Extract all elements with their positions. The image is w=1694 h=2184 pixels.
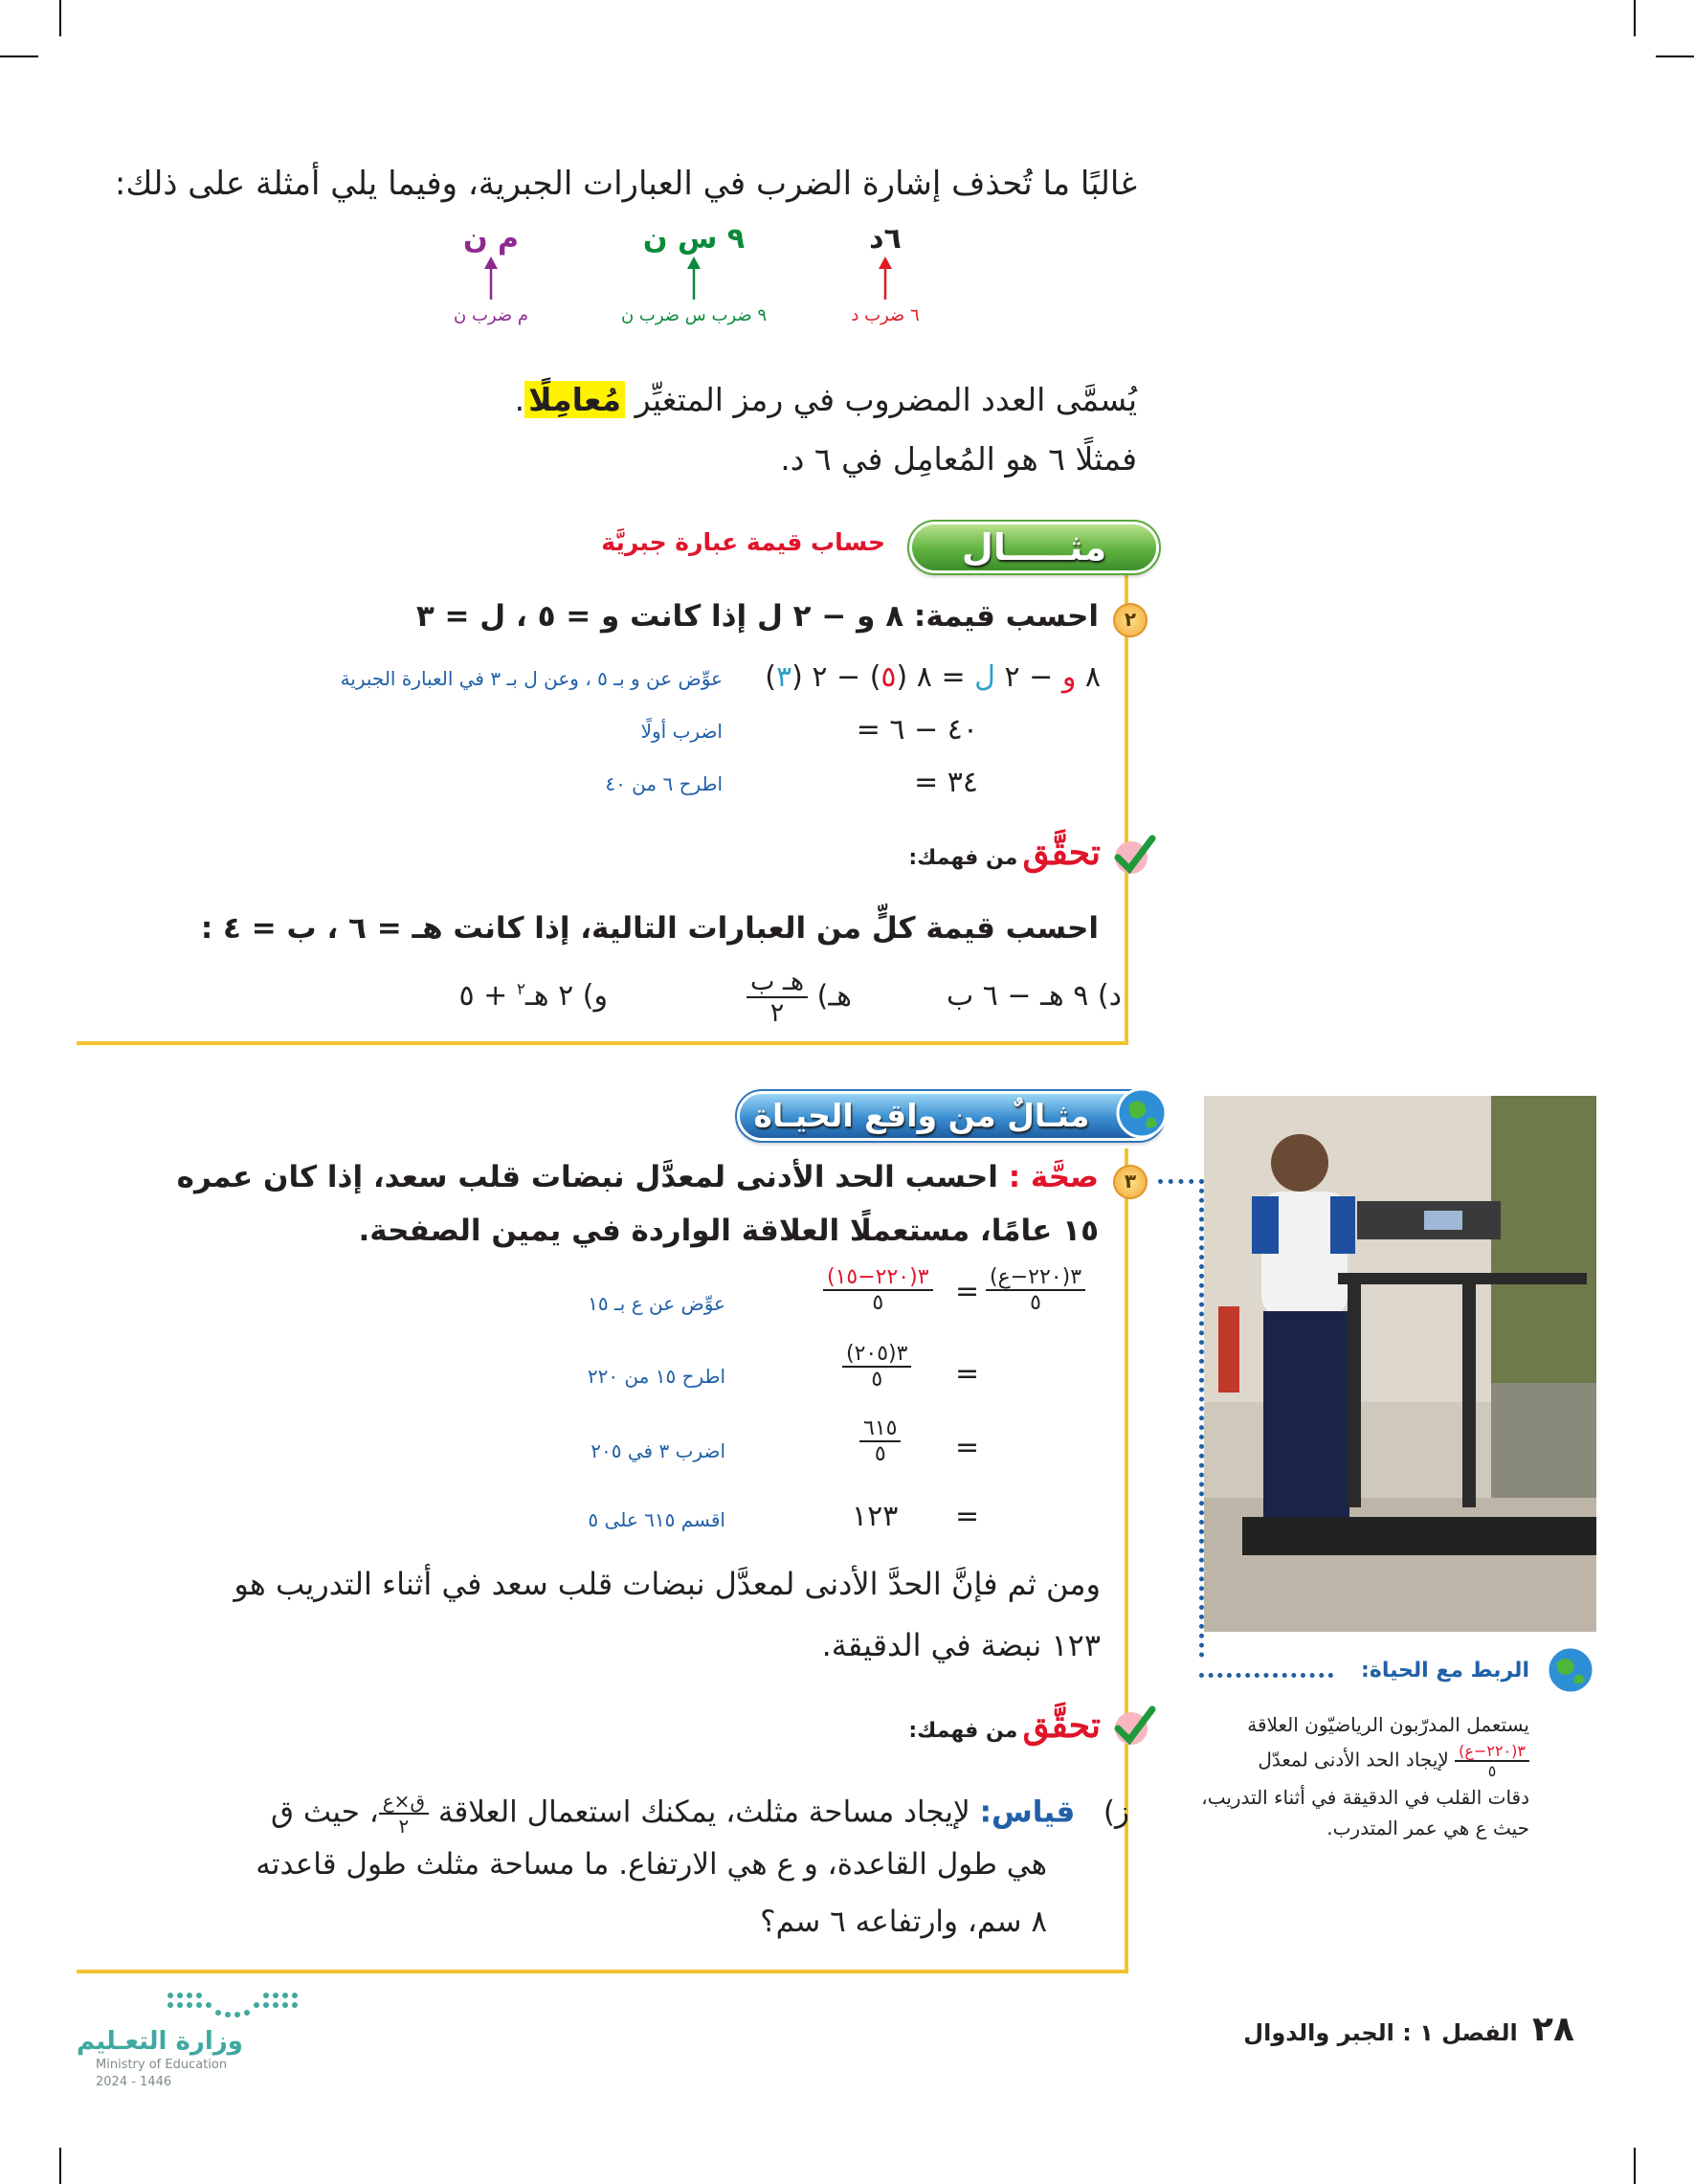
globe-icon	[1115, 1086, 1169, 1140]
sidebar-line: دقات القلب في الدقيقة في أثناء التدريب،	[1201, 1786, 1529, 1809]
equals-sign: =	[955, 1500, 980, 1533]
footer-page-info	[1243, 2010, 1574, 2049]
example-frame-bottom	[77, 1041, 1128, 1045]
step-1: ٨ و − ٢ ل = ٨ (٥) − ٢ (٣)	[765, 660, 1101, 694]
chapter-title: الفصل ١ : الجبر والدوال	[1243, 2019, 1518, 2046]
definition-period: .	[514, 381, 525, 418]
exercise-g-line2: هي طول القاعدة، و ع هي الارتفاع. ما مساحة مثلث طول قاعدته	[256, 1847, 1047, 1882]
coefficient-example: فمثلًا ٦ هو المُعامِل في ٦ د.	[780, 440, 1137, 478]
equals-sign: =	[955, 1275, 980, 1308]
question-line: ١٥ عامًا، مستعملًا العلاقة الواردة في يمين الصفحة.	[358, 1214, 1099, 1248]
example-question	[177, 1160, 1099, 1194]
exercise-d	[947, 979, 1122, 1013]
example-mn	[438, 222, 544, 325]
step-note: عوِّض عن و بـ ٥ ، وعن ل بـ ٣ في العبارة الجبرية	[340, 667, 723, 690]
fraction-denominator: ٢	[398, 1815, 410, 1838]
example-frame-right	[1125, 1148, 1128, 1972]
banner-text: مثـالٌ من واقع الحيـاة	[753, 1097, 1090, 1134]
step-note: اطرح ١٥ من ٢٢٠	[587, 1365, 725, 1388]
fraction-denominator: ٥	[871, 1368, 883, 1392]
fraction-numerator: ٣(٢٢٠−١٥)	[823, 1265, 933, 1291]
example-term: م ن	[462, 222, 520, 256]
sidebar-line: يستعمل المدرّبون الرياضيّون العلاقة	[1247, 1713, 1529, 1736]
step-note: اقسم ٦١٥ على ٥	[588, 1508, 725, 1531]
example-title: حساب قيمة عبارة جبريَّة	[601, 528, 885, 556]
step-2: = ٤٠ − ٦	[856, 713, 978, 747]
example-term: ٩ س ن	[642, 222, 746, 256]
page-number: ٢٨	[1532, 2010, 1574, 2049]
conclusion-line: ١٢٣ نبضة في الدقيقة.	[821, 1627, 1101, 1663]
real-life-banner	[737, 1091, 1164, 1141]
equals-sign: =	[955, 1431, 980, 1464]
example-number-badge: ٢	[1113, 603, 1148, 637]
ministry-year: 2024 - 1446	[96, 2075, 172, 2089]
step-note: عوِّض عن ع بـ ١٥	[588, 1292, 725, 1315]
crop-mark	[59, 2148, 61, 2184]
sidebar-line: حيث ع هي عمر المتدرب.	[1326, 1816, 1529, 1839]
step-3: = ٣٤	[914, 766, 978, 799]
intro-text: غالبًا ما تُحذف إشارة الضرب في العبارات الجبرية، وفيما يلي أمثلة على ذلك:	[114, 165, 1137, 203]
arrow-up-icon	[684, 256, 703, 301]
example-topic: صحَّة :	[1008, 1160, 1099, 1194]
fraction-numerator: ٣(٢٢٠−ع)	[1455, 1742, 1529, 1762]
exercise-f: و) ٢ هـ$^٢$ + ٥	[458, 979, 608, 1013]
sidebar-text: لإيجاد الحد الأدنى لمعدّل	[1258, 1748, 1449, 1772]
conclusion-line: ومن ثم فإنَّ الحدَّ الأدنى لمعدَّل نبضات قلب سعد في أثناء التدريب هو	[234, 1566, 1101, 1602]
exercise-topic: قياس:	[979, 1794, 1076, 1830]
fraction-numerator: هـ ب	[747, 967, 808, 998]
example-question: احسب قيمة: ٨ و − ٢ ل إذا كانت و = ٥ ، ل = ٣	[415, 599, 1099, 634]
coefficient-term: مُعامِلًا	[524, 381, 625, 418]
check-question: احسب قيمة كلٍّ من العبارات التالية، إذا كانت هـ = ٦ ، ب = ٤ :	[200, 911, 1099, 946]
check-heading	[908, 1705, 1101, 1746]
fraction-numerator: ٦١٥	[859, 1416, 901, 1442]
banner-text: مثـــــال	[961, 526, 1107, 568]
example-caption: ٩ ضرب س ضرب ن	[620, 305, 768, 325]
example-banner	[909, 522, 1159, 573]
ministry-logo-icon	[161, 1986, 314, 2026]
exercise-text: لإيجاد مساحة مثلث، يمكنك استعمال العلاقة	[437, 1794, 970, 1830]
checkmark-icon	[1112, 833, 1156, 877]
exercise-e	[747, 967, 852, 1028]
fraction-denominator: ٢	[769, 998, 785, 1028]
sidebar-line	[1258, 1742, 1529, 1780]
fraction-numerator: ٣(٢٠٥)	[842, 1342, 911, 1368]
globe-icon	[1545, 1644, 1596, 1696]
checkmark-icon	[1112, 1704, 1156, 1748]
example-caption: م ضرب ن	[454, 305, 528, 325]
step-fraction	[842, 1342, 911, 1392]
example-number-badge: ٣	[1113, 1165, 1148, 1199]
fraction-numerator: ٣(٢٢٠−ع)	[986, 1265, 1085, 1291]
connector-line	[1199, 1673, 1333, 1678]
ministry-name-en: Ministry of Education	[96, 2058, 228, 2072]
example-frame-bottom	[77, 1970, 1128, 1973]
step-fraction	[859, 1416, 901, 1466]
exercise-label: هـ)	[816, 979, 852, 1014]
fraction-numerator: ق×ع	[379, 1790, 429, 1815]
exercise-label: ز)	[1103, 1794, 1129, 1830]
exercise-text: ، حيث ق	[271, 1794, 379, 1830]
formula	[986, 1265, 1085, 1315]
crop-mark	[1634, 2148, 1636, 2184]
step-fraction	[823, 1265, 933, 1315]
crop-mark	[1634, 0, 1636, 36]
example-9sn	[613, 222, 775, 325]
sidebar-heading: الربط مع الحياة:	[1361, 1659, 1529, 1683]
exercise-g-line1	[271, 1790, 1129, 1838]
check-subtitle: من فهمك:	[908, 846, 1018, 870]
example-caption: ٦ ضرب د	[851, 305, 920, 325]
crop-mark	[59, 0, 61, 36]
step-note: اضرب أولًا	[640, 720, 723, 743]
treadmill-photo	[1204, 1096, 1596, 1632]
connector-line	[1158, 1179, 1204, 1184]
fraction-denominator: ٥	[1030, 1291, 1041, 1315]
arrow-up-icon	[481, 256, 501, 301]
exercise-label: د)	[1097, 979, 1122, 1013]
fraction-denominator: ٥	[872, 1291, 884, 1315]
example-term: ٦د	[869, 222, 902, 256]
check-subtitle: من فهمك:	[908, 1719, 1018, 1743]
fraction-denominator: ٥	[1487, 1762, 1497, 1780]
step-result: ١٢٣	[852, 1500, 899, 1533]
fraction-denominator: ٥	[874, 1442, 886, 1466]
check-title: تحقَّق	[1022, 833, 1101, 873]
question-line: احسب الحد الأدنى لمعدَّل نبضات قلب سعد، إذا كان عمره	[176, 1160, 998, 1194]
equals-sign: =	[955, 1357, 980, 1391]
step-note: اضرب ٣ في ٢٠٥	[591, 1439, 725, 1462]
check-heading	[908, 833, 1101, 873]
crop-mark	[1656, 56, 1694, 57]
coefficient-definition	[515, 381, 1137, 418]
ministry-name-ar: وزارة التعـليم	[77, 2027, 243, 2056]
example-6d	[823, 222, 947, 325]
exercise-expr: ٩ هـ − ٦ ب	[946, 979, 1089, 1013]
check-title: تحقَّق	[1022, 1705, 1101, 1746]
step-note: اطرح ٦ من ٤٠	[605, 772, 723, 795]
crop-mark	[0, 56, 38, 57]
arrow-up-icon	[876, 256, 895, 301]
exercise-g-line3: ٨ سم، وارتفاعه ٦ سم؟	[760, 1905, 1047, 1939]
definition-text: يُسمَّى العدد المضروب في رمز المتغيِّر	[635, 381, 1137, 418]
